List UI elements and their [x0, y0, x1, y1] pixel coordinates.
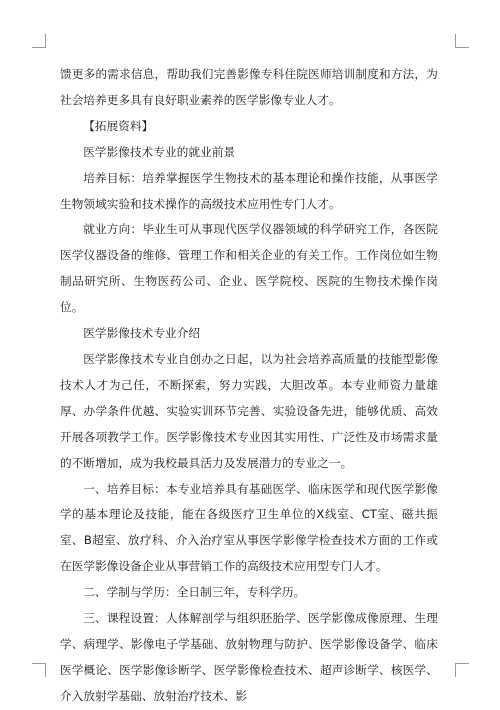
paragraph: 馈更多的需求信息，帮助我们完善影像专科住院医师培训制度和方法，为社会培养更多具有良好职业素养的医学影像专业人才。 — [60, 67, 438, 107]
paragraph: 一、培养目标：本专业培养具有基础医学、临床医学和现代医学影像学的基本理论及技能，能在各级医疗卫生单位的X线室、CT室、磁共振室、B超室、放疗科、介入治疗室从事医学影像学检查技术方面的工作或在医学影像设备企业从事营销工作的高级技术应用型专门人才。 — [60, 481, 438, 574]
document-body — [60, 62, 438, 710]
crop-mark-top-right — [455, 34, 469, 48]
crop-mark-bottom-left — [32, 663, 46, 677]
paragraph: 三、课程设置：人体解剖学与组织胚胎学、医学影像成像原理、生理学、病理学、影像电子学基础、放射物理与防护、医学影像设备学、临床医学概论、医学影像诊断学、医学影像检查技术、超声诊断学、核医学、介入放射学基础、放射治疗技术、影 — [60, 611, 438, 703]
section-heading: 【拓展资料】 — [83, 118, 154, 133]
subheading: 医学影像技术专业介绍 — [83, 326, 201, 341]
crop-mark-bottom-right — [455, 663, 469, 677]
crop-mark-top-left — [32, 34, 46, 48]
paragraph: 培养目标：培养掌握医学生物技术的基本理论和操作技能，从事医学生物领域实验和技术操作的高级技术应用性专门人才。 — [60, 170, 438, 211]
paragraph: 医学影像技术专业自创办之日起，以为社会培养高质量的技能型影像技术人才为己任，不断探索，努力实践，大胆改革。本专业师资力量雄厚、办学条件优越、实验实训环节完善、实验设备先进，能够优质、高效开展各项教学工作。医学影像技术专业因其实用性、广泛性及市场需求量的不断增加，成为我校最具活力及发展潜力的专业之一。 — [60, 351, 438, 470]
paragraph: 就业方向：毕业生可从事现代医学仪器领域的科学研究工作，各医院医学仪器设备的维修、管理工作和相关企业的有关工作。工作岗位如生物制品研究所、生物医药公司、企业、医学院校、医院的生物技术操作岗位。 — [60, 222, 438, 315]
subheading: 医学影像技术专业的就业前景 — [83, 144, 236, 159]
paragraph: 二、学制与学历：全日制三年，专科学历。 — [83, 585, 306, 600]
